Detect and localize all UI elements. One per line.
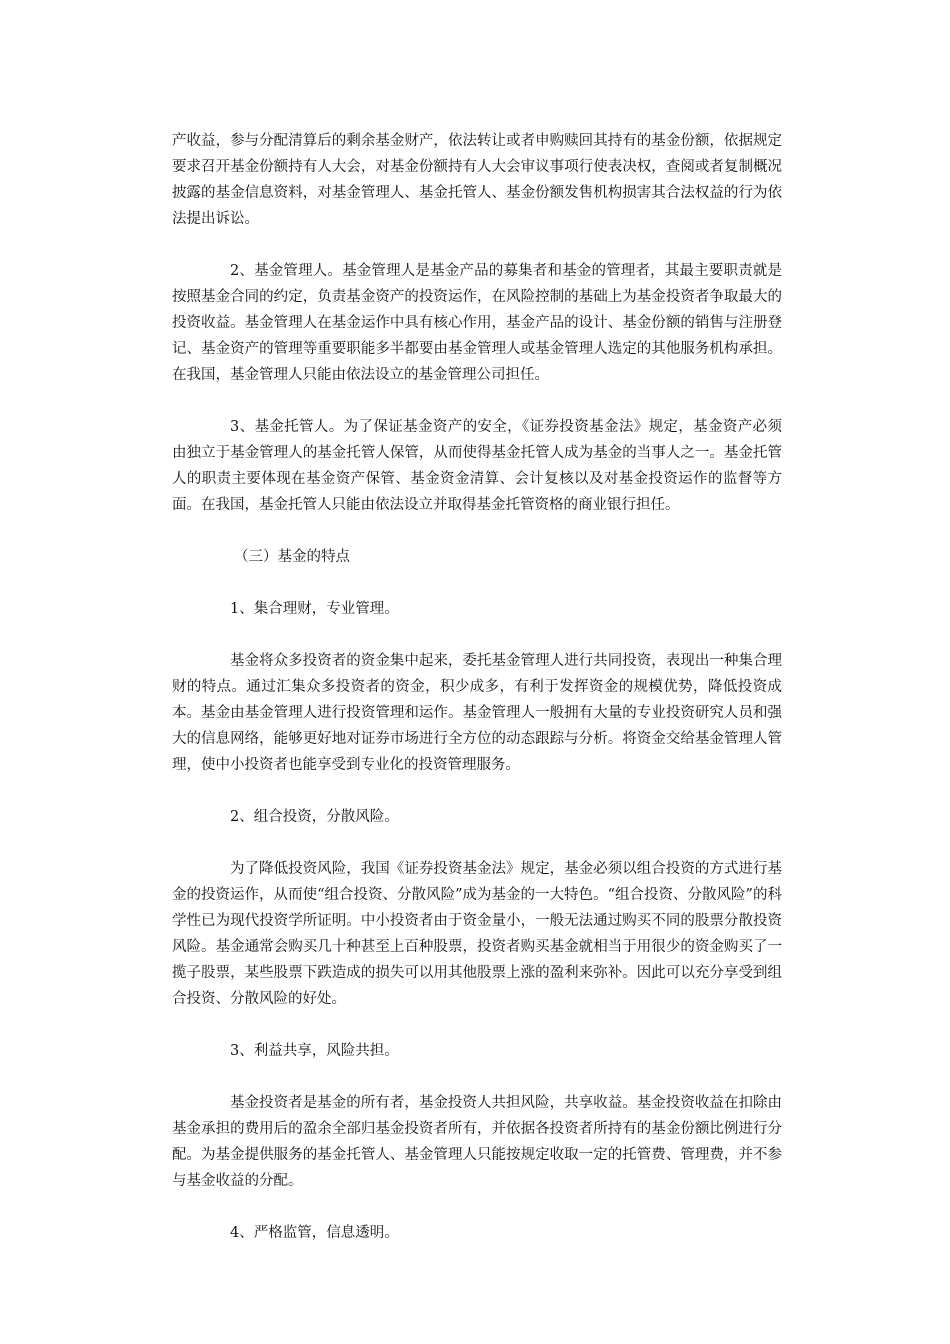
subheading-portfolio-diversification: 2、组合投资，分散风险。 — [230, 809, 399, 825]
subheading-strict-supervision: 4、严格监管，信息透明。 — [230, 1225, 399, 1241]
paragraph-portfolio-diversification: 为了降低投资风险，我国《证券投资基金法》规定，基金必须以组合投资的方式进行基金的投资运作，从而使“组合投资、分散风险”成为基金的一大特色。“组合投资、分散风险”的科学性已为现代投资学所证明。中小投资者由于资金量小，一般无法通过购买不同的股票分散投资风险。基金通常会购买几十种甚至上百种股票，投资者购买基金就相当于用很少的资金购买了一揽子股票，某些股票下跌造成的损失可以用其他股票上涨的盈利来弥补。因此可以充分享受到组合投资、分散风险的好处。 — [172, 861, 782, 1007]
subheading-shared-benefits: 3、利益共享，风险共担。 — [230, 1043, 399, 1059]
document-page — [172, 128, 782, 1246]
paragraph-shareholder-rights: 产收益，参与分配清算后的剩余基金财产，依法转让或者申购赎回其持有的基金份额，依据规定要求召开基金份额持有人大会，对基金份额持有人大会审议事项行使表决权，查阅或者复制概况披露的基金信息资料，对基金管理人、基金托管人、基金份额发售机构损害其合法权益的行为依法提出诉讼。 — [172, 133, 782, 227]
paragraph-fund-custodian: 3、基金托管人。为了保证基金资产的安全，《证券投资基金法》规定，基金资产必须由独立于基金管理人的基金托管人保管，从而使得基金托管人成为基金的当事人之一。基金托管人的职责主要体现在基金资产保管、基金资金清算、会计复核以及对基金投资运作的监督等方面。在我国，基金托管人只能由依法设立并取得基金托管资格的商业银行担任。 — [172, 419, 782, 513]
paragraph-collective-management: 基金将众多投资者的资金集中起来，委托基金管理人进行共同投资，表现出一种集合理财的特点。通过汇集众多投资者的资金，积少成多，有利于发挥资金的规模优势，降低投资成本。基金由基金管理人进行投资管理和运作。基金管理人一般拥有大量的专业投资研究人员和强大的信息网络，能够更好地对证券市场进行全方位的动态跟踪与分析。将资金交给基金管理人管理，使中小投资者也能享受到专业化的投资管理服务。 — [172, 653, 782, 773]
section-heading-fund-features: （三）基金的特点 — [234, 549, 350, 565]
paragraph-fund-manager: 2、基金管理人。基金管理人是基金产品的募集者和基金的管理者，其最主要职责就是按照基金合同的约定，负责基金资产的投资运作，在风险控制的基础上为基金投资者争取最大的投资收益。基金管理人在基金运作中具有核心作用，基金产品的设计、基金份额的销售与注册登记、基金资产的管理等重要职能多半都要由基金管理人或基金管理人选定的其他服务机构承担。在我国，基金管理人只能由依法设立的基金管理公司担任。 — [172, 263, 782, 383]
subheading-collective-management: 1、集合理财，专业管理。 — [230, 601, 399, 617]
paragraph-shared-benefits: 基金投资者是基金的所有者，基金投资人共担风险，共享收益。基金投资收益在扣除由基金承担的费用后的盈余全部归基金投资者所有，并依据各投资者所持有的基金份额比例进行分配。为基金提供服务的基金托管人、基金管理人只能按规定收取一定的托管费、管理费，并不参与基金收益的分配。 — [172, 1095, 782, 1189]
